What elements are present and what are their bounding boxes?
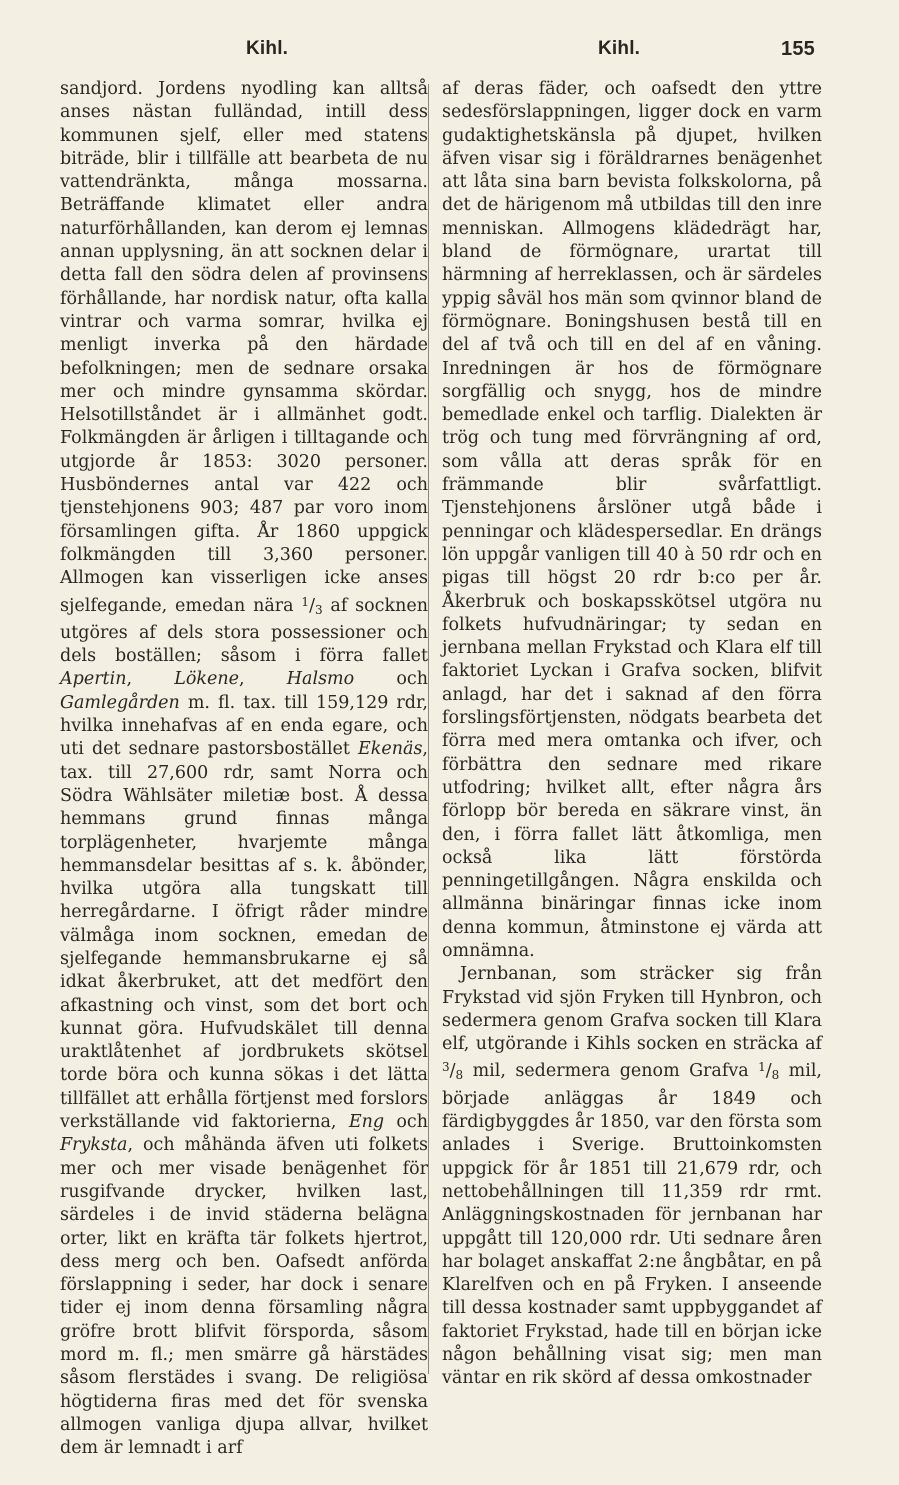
fraction-denominator: 8 xyxy=(455,1068,464,1083)
page-number: 155 xyxy=(781,38,815,60)
left-column-text: sandjord. Jordens nyodling kan alltså anses nästan fulländad, intill dess kommunen sjelf, eller med statens biträde, blir i tillfälle att bearbeta de nu vattendränkta, många mossarna. Beträffande klimatet eller andra naturförhållanden, kan derom ej lemnas annan upplysning, än att socknen delar i detta fall den södra delen af provinsens förhållande, har nordisk natur, ofta kalla vintrar och varma somrar, hvilka ej menligt inverka på den härdade befolkningen; men de sednare orsaka mer och mindre gynsamma skördar. Helsotillståndet är i allmänhet godt. Folkmängden är årligen i tilltagande och utgjorde år 1853: 3020 personer. Husböndernes antal var 422 och tjenstehjonens 903; 487 par voro inom församlingen gifta. År 1860 uppgick folkmängden till 3,360 personer. Allmogen kan visserligen icke anses sjelfegande, emedan nära $^1/_3$ af socknen utgöres af dels stora possessioner och dels boställen; såsom i förra fallet Apertin, Lökene, Halsmo och Gamlegården m. fl. tax. till 159,129 rdr, hvilka innehafvas af en enda egare, och uti det sednare pastorsbostället Ekenäs, tax. till 27,600 rdr, samt Norra och Södra Wählsäter miletiæ bost. Å dessa hemmans grund finnas många torplägenheter, hvarjemte många hemmansdelar besittas af s. k. åbönder, hvilka utgöra alla tungskatt till herregårdarne. I öfrigt råder mindre välmåga inom socknen, emedan de sjelfegande hemmansbrukarne ej så idkat åkerbruket, att det medfört den afkastning och vinst, som det bort och kunnat göra. Hufvudskälet till denna uraktlåtenhet af jordbrukets skötsel torde böra och kunna sökas i det lätta tillfället att erhålla förtjenst med forslors verkställande vid faktorierna, Eng och Fryksta, och måhända äfven uti folkets mer och mer visade benägenhet för rusgifvande drycker, hvilken last, särdeles i de invid städerna belägna orter, likt en kräfta tär folkets hjertrot, dess merg och ben. Oafsedt anförda förslappning i seder, har dock i senare tider ej inom denna församling några gröfre brott blifvit försporda, såsom mord m. fl.; men smärre gå härstädes såsom flerstädes i svang. De religiösa högtiderna firas med det för svenska allmogen vanliga djupa allvar, hvilket dem är lemnadt i arf xyxy=(60,79,428,1459)
right-running-title: Kihl. xyxy=(598,38,641,59)
place-name: Fryksta xyxy=(60,1135,128,1156)
place-name: Lökene xyxy=(174,669,239,690)
right-paragraph-2: Jernbanan, som sträcker sig från Frykstad vid sjön Fryken till Hynbron, och sedermera genom Grafva socken till Klara elf, utgörande i Kihls socken en sträcka af $^3/_8$ mil, sedermera genom Grafva $^1/_8$ mil, började anläggas år 1849 och färdigbyggdes år 1850, var den första som anlades i Sverige. Bruttoinkomsten uppgick för år 1851 till 21,679 rdr, och nettobehållningen till 11,359 rdr rmt. Anläggningskostnaden för jernbanan har uppgått till 120,000 rdr. Uti sednare åren har bolaget anskaffat 2:ne ångbåtar, en på Klarelfven och en på Fryken. I anseende till dessa kostnader samt uppbyggandet af faktoriet Frykstad, hade till en början icke någon behållning visat sig; men man väntar en rik skörd af dessa omkostnader xyxy=(442,964,822,1389)
column-divider xyxy=(428,84,429,1374)
left-column xyxy=(60,78,428,1461)
place-name: Gamlegården xyxy=(60,692,180,713)
left-running-title: Kihl. xyxy=(246,38,289,59)
fraction-numerator: 3 xyxy=(442,1060,450,1075)
fraction-denominator: 8 xyxy=(771,1068,780,1083)
place-name: Ekenäs xyxy=(358,739,423,760)
running-header xyxy=(0,38,899,68)
fraction-numerator: 1 xyxy=(301,594,310,609)
right-column xyxy=(442,78,822,1391)
right-paragraph-1: af deras fäder, och oafsedt den yttre sedesförslappningen, ligger dock en varm gudaktighetskänsla på djupet, hvilken äfven visar sig i föräldrarnes benägenhet att låta sina barn bevista folkskolorna, på det de härigenom må utbildas till den inre menniskan. Allmogens klädedrägt har, bland de förmögnare, urartat till härmning af herreklassen, och är särdeles yppig såväl hos män som qvinnor bland de förmögnare. Boningshusen bestå till en del af två och till en del af en våning. Inredningen är hos de förmögnare sorgfällig och snygg, hos de mindre bemedlade enkel och tarflig. Dialekten är trög och tung med förvrängning af ord, som vålla att deras språk för en främmande blir svårfattligt. Tjenstehjonens årslöner utgå både i penningar och klädespersedlar. En drängs lön uppgår vanligen till 40 à 50 rdr och en pigas till högst 20 rdr b:co per år. Åkerbruk och boskapsskötsel utgöra nu folkets hufvudnäringar; ty sedan en jernbana mellan Frykstad och Klara elf till faktoriet Lyckan i Grafva socken, blifvit anlagd, har det i saknad af den förra forslingsförtjensten, nödgats bearbeta det förra med mera omtanka och ifver, och förbättra den sednare med rikare utfodring; hvilket allt, efter några års förlopp bör bereda en säkrare vinst, än den, i förra fallet lätt åtkomliga, men också lika lätt förstörda penningetillgången. Några enskilda och allmänna binäringar finnas icke inom denna kommun, åtminstone ej värda att omnämna. xyxy=(442,79,822,961)
fraction-numerator: 1 xyxy=(758,1060,766,1075)
place-name: Halsmo xyxy=(286,669,355,690)
fraction-denominator: 3 xyxy=(314,602,323,617)
place-name: Apertin xyxy=(60,669,127,690)
place-name: Eng xyxy=(348,1112,385,1133)
